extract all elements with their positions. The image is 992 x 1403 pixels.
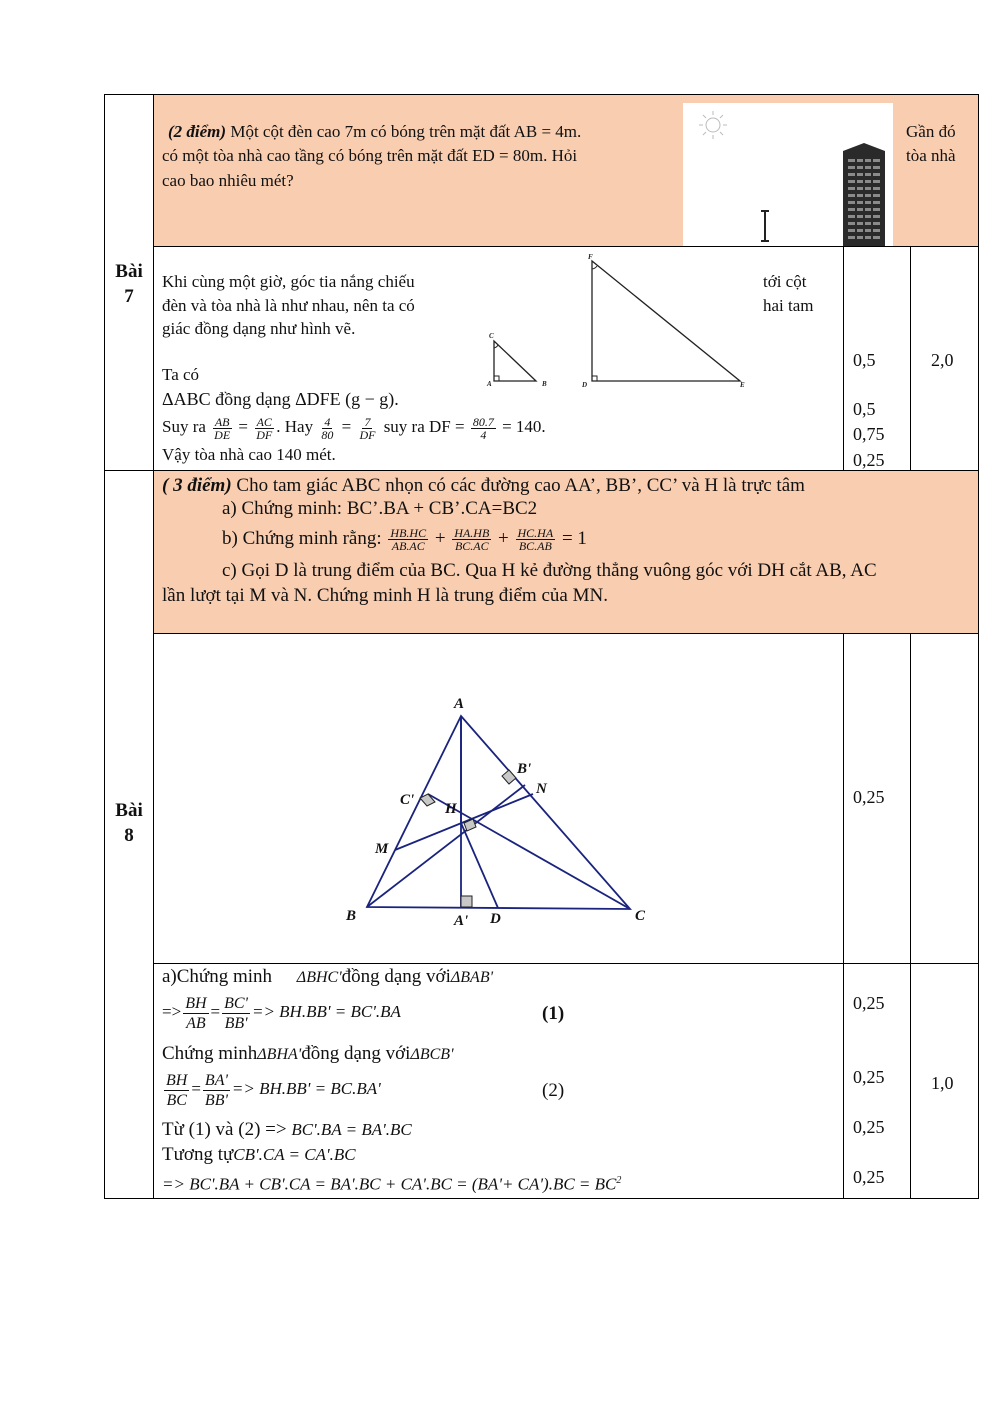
text: Chứng minh	[162, 1043, 258, 1064]
bai8-figure-score: 0,25	[853, 787, 885, 807]
bai8-sol-a2-tag: (1)	[542, 1003, 565, 1024]
bai8-sol-a1	[162, 966, 493, 989]
col-divider	[843, 633, 844, 1199]
bai7-points: (2 điểm)	[168, 122, 227, 141]
bai7-label-number: 7	[124, 286, 134, 307]
bai7-problem-text: Một cột đèn cao 7m có bóng trên mặt đất AB = 4m.	[226, 122, 582, 141]
label-e: E	[740, 381, 745, 389]
fraction	[183, 994, 208, 1033]
numerator: BH	[185, 994, 207, 1012]
text: đồng dạng với	[341, 966, 451, 987]
bai7-sol-line6: Suy ra $\frac{AB}{DE}$ = $\frac{AC}{DF}$ . Hay $\frac{4}{80}$ = $\frac{7}{DF}$ suy ra DF = $\frac{80.7}{4}$ = 140.	[162, 414, 546, 442]
label-c: C	[489, 332, 494, 340]
bai8-sol-a6	[162, 1144, 356, 1166]
text: Từ (1) và (2) =>	[162, 1119, 287, 1140]
label-a: A	[487, 380, 492, 388]
numerator: HC.HA	[517, 526, 554, 541]
numerator: AC	[256, 414, 272, 429]
col-divider	[910, 246, 911, 471]
bai8-sol-a2: => $\frac{BH}{AB}$ = $\frac{BC'}{BB'}$ => BH.BB' = BC'.BA	[162, 994, 401, 1032]
table-border-right	[978, 94, 979, 1199]
bai7-triangles-figure	[478, 250, 768, 400]
segment-hd	[461, 823, 498, 908]
equation: => BH.BB' = BC.BA'	[231, 1079, 381, 1098]
bai7-sol-line1b: tới cột	[763, 272, 807, 291]
sun-building-illustration	[683, 103, 893, 247]
label-c: C	[635, 908, 646, 924]
bai7-result: = 140.	[502, 417, 546, 436]
fraction	[388, 527, 428, 552]
bai8-sol-a4: $\frac{BH}{BC}$ = $\frac{BA'}{BB'}$ => BH.BB' = BC.BA'	[166, 1071, 381, 1109]
denominator: DE	[214, 427, 231, 442]
label-m: M	[375, 841, 389, 857]
denominator: AB	[186, 1014, 206, 1032]
building-icon	[843, 143, 885, 247]
bai7-sol-line3: giác đồng dạng như hình vẽ.	[162, 319, 356, 338]
arrow: =>	[162, 1002, 182, 1021]
bai8-sol-a3	[162, 1043, 454, 1066]
bai7-sol-line7: Vậy tòa nhà cao 140 mét.	[162, 445, 336, 464]
bai8-label-word: Bài	[115, 800, 143, 821]
numerator: 4	[324, 414, 331, 429]
right-angle-mark	[461, 896, 472, 907]
bai7-sol-line4: Ta có	[162, 365, 200, 384]
equals-one: = 1	[561, 528, 587, 549]
bai8-problem-line1	[162, 475, 805, 497]
bai8-score: 0,25	[853, 993, 885, 1013]
bai8-points: ( 3 điểm)	[162, 475, 232, 496]
denominator: DF	[256, 427, 273, 442]
fraction	[254, 416, 274, 441]
equation: => BH.BB' = BC'.BA	[251, 1002, 401, 1021]
lamp-post-icon	[761, 211, 769, 241]
math-bab: ΔBAB'	[450, 969, 494, 986]
label-n: N	[536, 781, 547, 797]
bai7-total: 2,0	[931, 350, 954, 370]
altitude-cc	[428, 794, 630, 909]
label-f: F	[588, 253, 593, 261]
denominator: AB.AC	[391, 539, 425, 554]
bai8-sol-a7	[162, 1170, 621, 1196]
bai7-problem-line2: có một tòa nhà cao tầng có bóng trên mặt đất ED = 80m. Hỏi	[162, 146, 578, 165]
bai7-hay: Hay	[284, 417, 314, 436]
bai8-total: 1,0	[931, 1073, 954, 1093]
bai7-sol-line5: ΔABC đồng dạng ΔDFE (g − g).	[162, 389, 399, 409]
fraction	[319, 416, 335, 441]
math-bha: ΔBHA'	[257, 1046, 302, 1063]
table-border-left	[104, 94, 105, 1199]
denominator: BB'	[224, 1014, 248, 1032]
bai8-problem-c1: c) Gọi D là trung điểm của BC. Qua H kẻ đường thẳng vuông góc với DH cắt AB, AC	[222, 560, 877, 581]
bai8-sol-a4-tag: (2)	[542, 1080, 565, 1101]
col-divider	[843, 246, 844, 471]
label-c-prime: C'	[400, 792, 415, 808]
triangle-abc	[494, 341, 536, 381]
table-border-top	[104, 94, 979, 95]
bai7-problem-line3: cao bao nhiêu mét?	[162, 171, 294, 190]
numerator: 80.7	[472, 414, 494, 429]
label-a: A	[454, 696, 465, 712]
equation: BC'.BA = BA'.BC	[291, 1120, 412, 1139]
math-bhc: ΔBHC'	[296, 969, 342, 986]
bai7-suyra: Suy ra	[162, 417, 206, 436]
numerator: HA.HB	[454, 526, 490, 541]
numerator: BA'	[204, 1071, 228, 1089]
fraction	[222, 994, 250, 1033]
bai7-score: 0,75	[853, 424, 885, 444]
bai8-orthocenter-figure	[340, 690, 660, 930]
fraction	[452, 527, 491, 552]
numerator: 7	[364, 414, 371, 429]
bai7-score: 0,5	[853, 399, 876, 419]
bai8-problem-b: b) Chứng minh rằng: $\frac{HB.HC}{AB.AC}$ + $\frac{HA.HB}{BC.AC}$ + $\frac{HC.HA}{BC.AB}$ = 1	[222, 526, 587, 554]
row-divider	[154, 633, 979, 634]
denominator: DF	[359, 427, 376, 442]
label-d: D	[582, 381, 588, 389]
denominator: BC	[166, 1091, 187, 1109]
bai7-problem-line1	[168, 121, 581, 143]
bai7-sol-line2a: đèn và tòa nhà là như nhau, nên ta có	[162, 296, 415, 315]
row-divider	[104, 470, 979, 471]
numerator: AB	[214, 414, 230, 429]
fraction	[164, 1071, 189, 1110]
fraction	[203, 1071, 230, 1110]
bai7-side-line1: Gần đó	[906, 122, 956, 141]
bai8-problem-a: a) Chứng minh: BC’.BA + CB’.CA=BC2	[222, 498, 538, 519]
triangle-dfe	[592, 261, 740, 381]
math-bcb: ΔBCB'	[410, 1046, 454, 1063]
fraction	[357, 416, 377, 441]
text: a)Chứng minh	[162, 966, 273, 987]
label-h: H	[445, 801, 457, 817]
text: Tương tự	[162, 1144, 234, 1165]
bai8-score: 0,25	[853, 1117, 885, 1137]
bai7-sol-line2b: hai tam	[763, 296, 814, 315]
table-border-bottom	[104, 1198, 979, 1199]
bai7-score: 0,25	[853, 450, 885, 470]
fraction	[516, 527, 556, 552]
equation: CB'.CA = CA'.BC	[233, 1145, 356, 1164]
label-b-prime: B'	[517, 761, 532, 777]
bai7-side-line2: tòa nhà	[906, 146, 956, 165]
triangle-abc	[367, 716, 630, 909]
bai7-score: 0,5	[853, 350, 876, 370]
bai8-problem-c2: lần lượt tại M và N. Chứng minh H là trung điểm của MN.	[162, 585, 608, 606]
denominator: BC.AC	[454, 539, 489, 554]
fraction	[212, 416, 232, 441]
label-b: B	[346, 908, 357, 924]
col-divider	[910, 633, 911, 1199]
bai7-sol-line1a: Khi cùng một giờ, góc tia nắng chiếu	[162, 272, 415, 291]
bai7-label-word: Bài	[115, 261, 143, 282]
bai8-sol-a5	[162, 1119, 412, 1141]
bai8-label-number: 8	[124, 825, 134, 846]
label-a-prime: A'	[454, 913, 469, 929]
row-divider	[154, 246, 979, 247]
equation: => BC'.BA + CB'.CA = BA'.BC + CA'.BC = (BA'+ CA').BC = BC	[162, 1174, 617, 1194]
denominator: 80	[321, 427, 334, 442]
numerator: BH	[166, 1071, 188, 1089]
fraction	[471, 416, 496, 441]
denominator: BB'	[204, 1091, 228, 1109]
right-angle-mark	[502, 770, 516, 784]
label-b: B	[542, 380, 547, 388]
bai7-suyra-df: suy ra DF =	[383, 417, 465, 436]
text: đồng dạng với	[301, 1043, 411, 1064]
denominator: BC.AB	[518, 539, 552, 554]
sun-icon	[699, 111, 727, 139]
label-d: D	[490, 911, 501, 927]
exponent: 2	[616, 1175, 622, 1186]
bai8-problem-b-prefix: b) Chứng minh rằng:	[222, 528, 382, 549]
numerator: HB.HC	[390, 526, 427, 541]
denominator: 4	[480, 427, 487, 442]
bai8-score: 0,25	[853, 1167, 885, 1187]
bai8-score: 0,25	[853, 1067, 885, 1087]
row-divider	[154, 963, 979, 964]
col-divider	[153, 94, 154, 1199]
numerator: BC'	[224, 994, 248, 1012]
bai8-problem-text: Cho tam giác ABC nhọn có các đường cao AA’, BB’, CC’ và H là trực tâm	[231, 475, 805, 496]
